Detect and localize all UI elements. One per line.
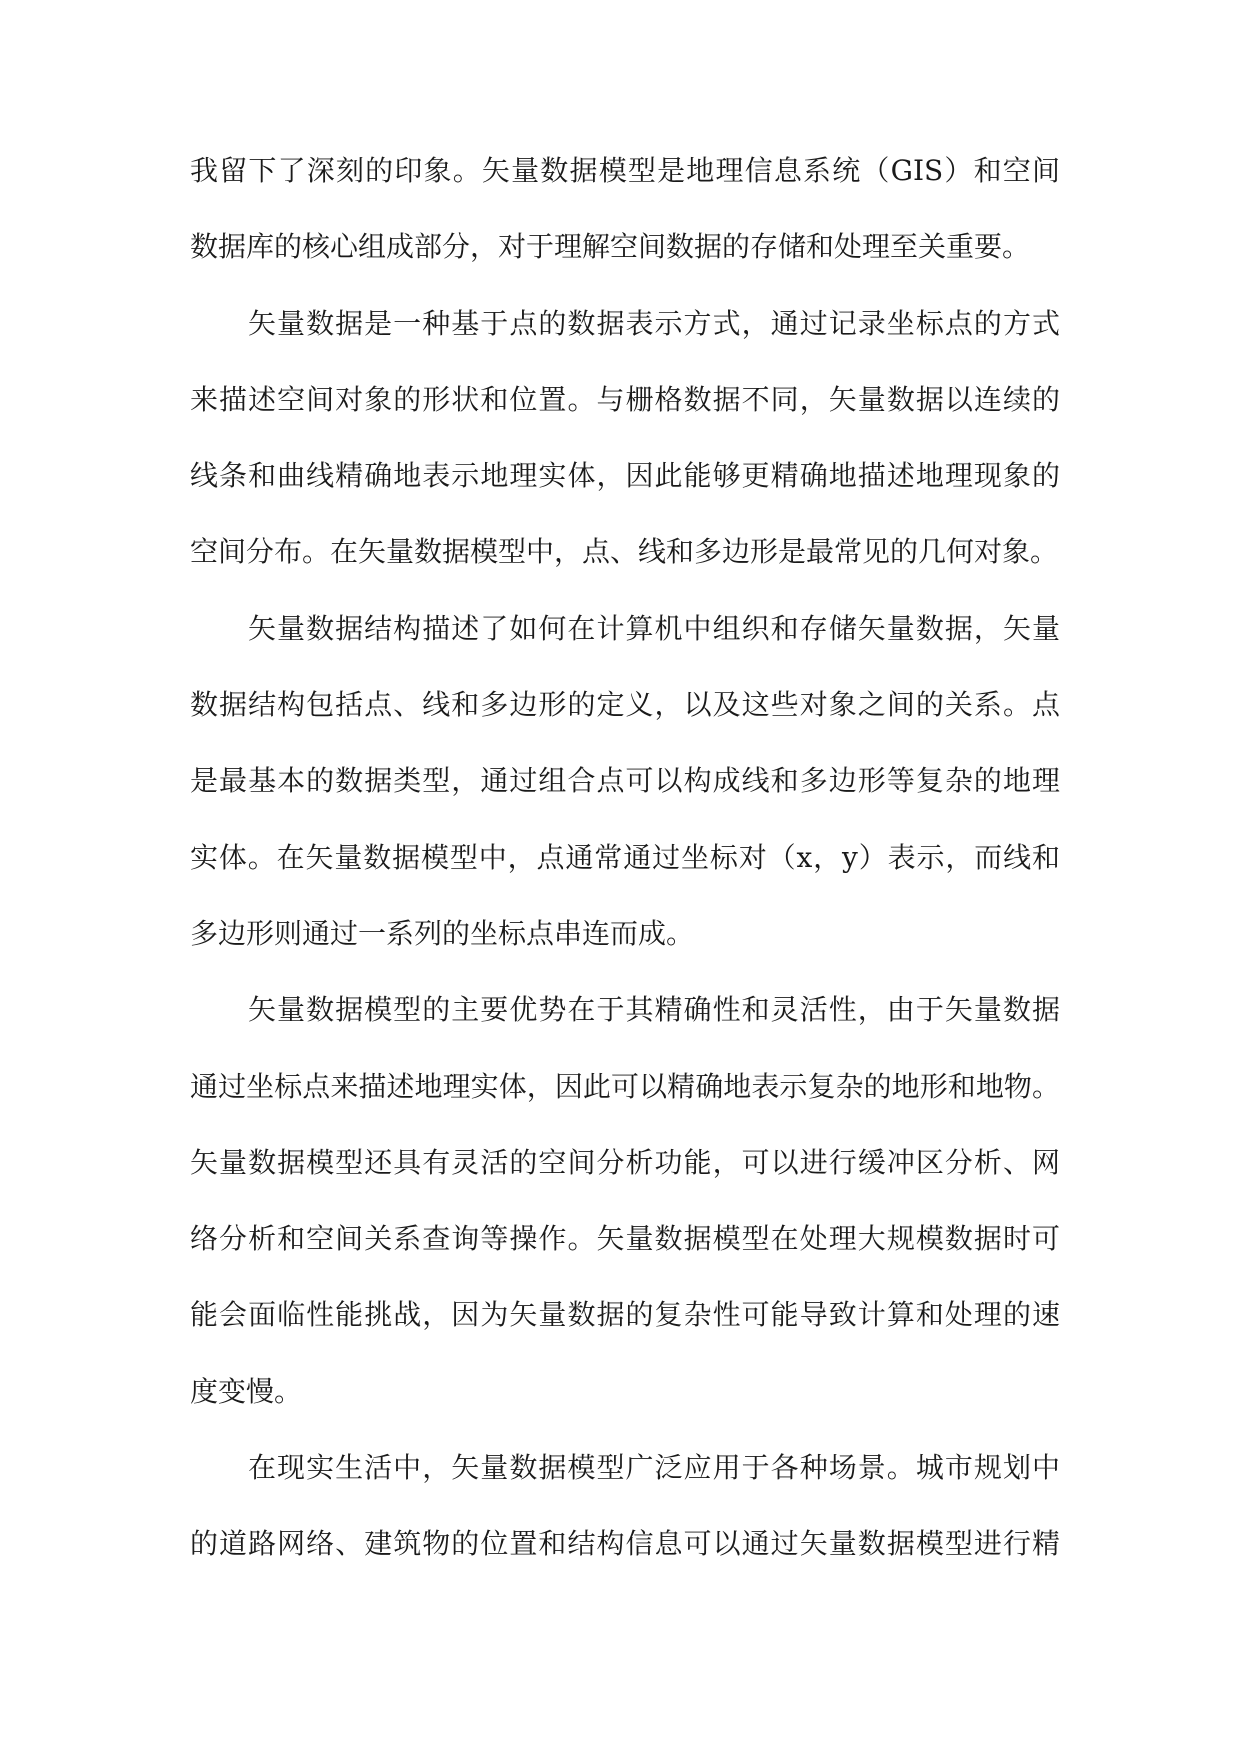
text-line: 我留下了深刻的印象。矢量数据模型是地理信息系统（GIS）和空间 [190, 154, 1060, 187]
body-text [190, 146, 1060, 1596]
paragraph-start-line: 矢量数据是一种基于点的数据表示方式，通过记录坐标点的方式 [248, 306, 1060, 340]
text-line: 能会面临性能挑战，因为矢量数据的复杂性可能导致计算和处理的速 [190, 1298, 1060, 1332]
text-line: 通过坐标点来描述地理实体，因此可以精确地表示复杂的地形和地物。 [190, 1069, 1060, 1103]
text-line: 的道路网络、建筑物的位置和结构信息可以通过矢量数据模型进行精 [190, 1527, 1060, 1561]
text-line: 络分析和空间关系查询等操作。矢量数据模型在处理大规模数据时可 [190, 1222, 1060, 1256]
text-line: 线条和曲线精确地表示地理实体，因此能够更精确地描述地理现象的 [190, 459, 1060, 493]
paragraph-start-line: 矢量数据模型的主要优势在于其精确性和灵活性，由于矢量数据 [248, 993, 1060, 1027]
paragraph-start-line: 矢量数据结构描述了如何在计算机中组织和存储矢量数据，矢量 [248, 611, 1060, 645]
paragraph-end-line: 度变慢。 [190, 1374, 303, 1408]
text-line: 矢量数据模型还具有灵活的空间分析功能，可以进行缓冲区分析、网 [190, 1145, 1060, 1179]
paragraph-end-line: 多边形则通过一系列的坐标点串连而成。 [190, 916, 695, 950]
text-line: 实体。在矢量数据模型中，点通常通过坐标对（x，y）表示，而线和 [190, 840, 1060, 874]
text-line: 数据结构包括点、线和多边形的定义，以及这些对象之间的关系。点 [190, 688, 1060, 722]
text-line: 是最基本的数据类型，通过组合点可以构成线和多边形等复杂的地理 [190, 764, 1060, 798]
paragraph-end-line: 空间分布。在矢量数据模型中，点、线和多边形是最常见的几何对象。 [190, 535, 1059, 569]
text-line: 来描述空间对象的形状和位置。与栅格数据不同，矢量数据以连续的 [190, 382, 1060, 416]
paragraph-start-line: 在现实生活中，矢量数据模型广泛应用于各种场景。城市规划中 [248, 1451, 1060, 1485]
paragraph-end-line: 数据库的核心组成部分，对于理解空间数据的存储和处理至关重要。 [190, 230, 1031, 264]
